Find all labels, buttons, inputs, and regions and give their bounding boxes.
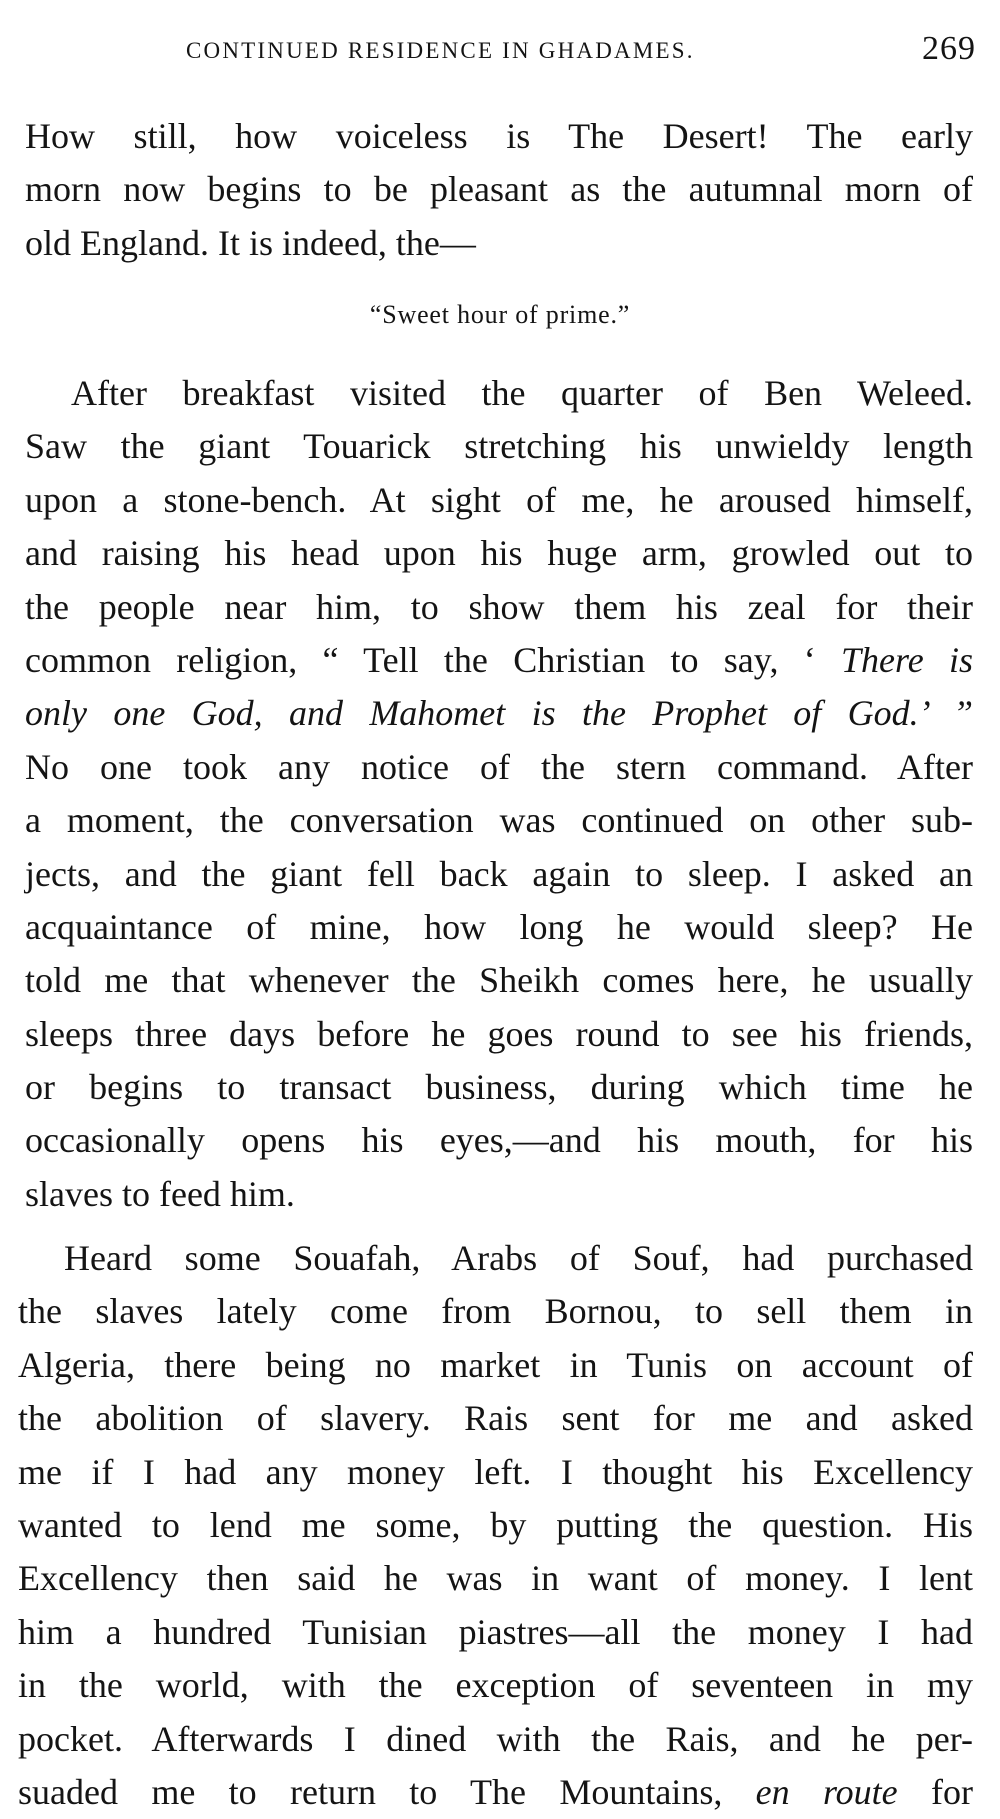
text-line: the people near him, to show them his zeal for their <box>25 586 973 627</box>
paragraph-3 <box>18 1232 973 1819</box>
text-line: in the world, with the exception of seventeen in my <box>18 1665 973 1706</box>
text-line: old England. It is indeed, the— <box>25 222 476 263</box>
italic-phrase: en route <box>755 1771 898 1812</box>
text-line-with-italic <box>18 1766 973 1819</box>
text-run: for <box>897 1771 973 1812</box>
text-run: suaded me to return to The Mountains, <box>18 1771 756 1812</box>
epigraph-quote: “Sweet hour of prime.” <box>369 300 631 329</box>
text-line: pocket. Afterwards I dined with the Rais, and he per- <box>18 1718 973 1759</box>
text-line: occasionally opens his eyes,—and his mouth, for his <box>25 1120 973 1161</box>
running-head <box>186 30 976 70</box>
italic-quote: There is <box>841 639 973 680</box>
text-line: How still, how voiceless is The Desert! The early <box>25 116 973 156</box>
text-line: me if I had any money left. I thought his Excellency <box>18 1451 973 1492</box>
text-line: slaves to feed him. <box>25 1173 295 1214</box>
text-line: After breakfast visited the quarter of Ben Weleed. <box>71 373 973 413</box>
paragraph-1 <box>25 110 973 270</box>
text-line: sleeps three days before he goes round to see his friends, <box>25 1013 973 1054</box>
text-line-with-italic <box>25 634 973 687</box>
text-line: told me that whenever the Sheikh comes here, he usually <box>25 960 973 1001</box>
text-line: acquaintance of mine, how long he would sleep? He <box>25 906 973 947</box>
text-line: the slaves lately come from Bornou, to sell them in <box>18 1291 973 1332</box>
text-line-italic <box>25 687 973 740</box>
paragraph-2 <box>25 367 973 1221</box>
text-line: Saw the giant Touarick stretching his unwieldy length <box>25 426 973 467</box>
text-line: the abolition of slavery. Rais sent for me and asked <box>18 1398 973 1439</box>
running-title: CONTINUED RESIDENCE IN GHADAMES. <box>186 38 695 63</box>
text-line: upon a stone-bench. At sight of me, he aroused himself, <box>25 479 973 520</box>
page-number: 269 <box>922 30 976 67</box>
text-line: wanted to lend me some, by putting the question. His <box>18 1504 973 1545</box>
text-line: Heard some Souafah, Arabs of Souf, had purchased <box>64 1238 973 1278</box>
text-line: Algeria, there being no market in Tunis on account of <box>18 1344 973 1385</box>
text-run: common religion, “ Tell the Christian to say, ‘ <box>25 639 842 680</box>
text-line: morn now begins to be pleasant as the autumnal morn of <box>25 169 973 210</box>
text-line: No one took any notice of the stern command. After <box>25 746 973 787</box>
text-line: him a hundred Tunisian piastres—all the money I had <box>18 1611 973 1652</box>
text-line: a moment, the conversation was continued on other sub- <box>25 800 973 841</box>
text-line: Excellency then said he was in want of money. I lent <box>18 1558 973 1599</box>
text-line: or begins to transact business, during which time he <box>25 1067 973 1108</box>
text-line: jects, and the giant fell back again to sleep. I asked an <box>25 853 973 894</box>
italic-quote: only one God, and Mahomet is the Prophet of God.’ ” <box>25 693 973 734</box>
text-line: and raising his head upon his huge arm, growled out to <box>25 533 973 574</box>
